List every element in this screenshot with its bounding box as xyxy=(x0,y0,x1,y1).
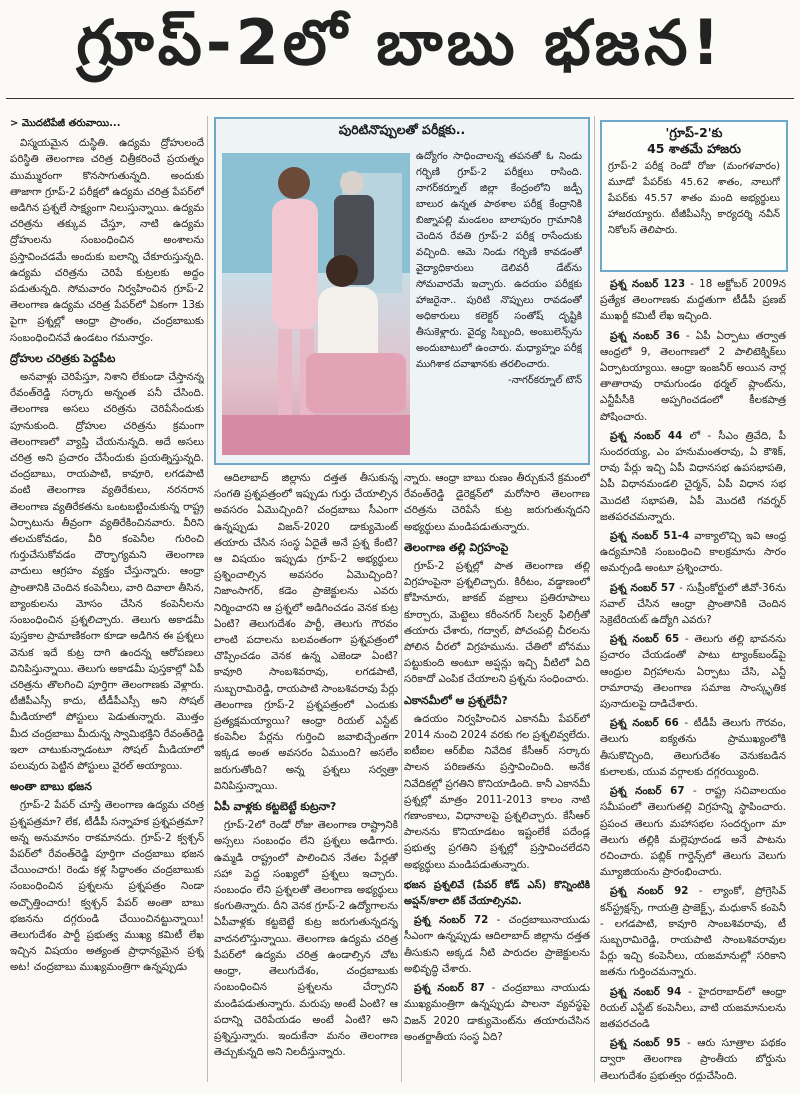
question-number: ప్రశ్న నంబర్ 72 xyxy=(414,914,489,927)
question-number: ప్రశ్న నంబర్ 65 xyxy=(610,633,680,646)
question-item xyxy=(600,783,786,880)
subheading-text: ద్రోహుల చరిత్రకు పెద్దపీట xyxy=(10,351,116,365)
question-text: - ఆరు సూత్రాల పథకం ద్వారా తెలంగాణ ప్రాంతీయ బోర్డును తెలుగుదేశం ప్రభుత్వం రద్దుచేసింది. xyxy=(600,1037,786,1082)
column-divider xyxy=(401,470,402,1082)
question-item xyxy=(600,984,786,1033)
question-number: ప్రశ్న నంబర్ 92 xyxy=(610,885,689,898)
attendance-box-body: గ్రూప్-2 పరీక్ష రెండో రోజు (మంగళవారం) మూడో పేపర్‌కు 45.62 శాతం, నాలుగో పేపర్‌కు 45.57 శాతం మంది అభ్యర్థులు హాజరయ్యారు. టీజీపీఎస్సీ కార్యదర్శి నవీన్ నికోలస్ తెలిపారు. xyxy=(608,161,780,236)
question-number: ప్రశ్న నంబర్ 95 xyxy=(610,1037,681,1050)
photo-credit: -నాగర్‌కర్నూల్ టౌన్ xyxy=(508,375,582,386)
news-photo-illustration xyxy=(222,153,410,455)
column-divider xyxy=(207,116,208,1082)
subheading xyxy=(10,779,204,795)
jump-line xyxy=(10,116,204,132)
subheading xyxy=(404,540,590,556)
paragraph: న్నారు. ఆంధ్రా బాబు రుణం తీర్చుకునే క్రమంలో రేవంత్‌రెడ్డి డైరెక్షన్‌లో మరోసారి తెలంగాణ చరిత్రను చెరిపేసే కుట్ర జరుగుతున్నదని అభ్యర్థులు మండిపడుతున్నారు. xyxy=(404,472,590,533)
headline-rule xyxy=(6,98,794,99)
jump-text: మొదటిపేజీ తరువాయి... xyxy=(21,118,121,129)
paragraph: అనవాళ్లు చెరిపేస్తూ, నిశాని లేకుండా చేస్తానన్న రేవంత్‌రెడ్డి సర్కారు అన్నంత పనీ చేసింది. తెలంగాణ అసలు చరిత్రను చెరిపేసేందుకు పూనుకుంది. ద్రోహుల చరిత్రను క్రమంగా తెలంగాణలో వ్యాప్తి చేయనున్నది. అదే అసలు చరిత్ర అని ప్రచారం చేసేందుకు ప్రయత్నిస్తున్నది. చంద్రబాబు, రాయపాటి, కావూరి, లగడపాటి వంటి తెలంగాణ వ్యతిరేకులు, నరనరాన తెలంగాణ వ్యతిరేకతను ఒంటబట్టించుకున్న రాష్ట్ర ఏర్పాటును తీవ్రంగా వ్యతిరేకించినవారు. వీరిని తలచుకోవడం, వీరి కంపెనీల గురించి గుర్తుచేసుకోవడం దౌర్భాగ్యమని తెలంగాణ వాదులు ఆగ్రహం వ్యక్తం చేస్తున్నారు. ఆంధ్రా ప్రాంతానికి చెందిన కంపెనీలు, వారి దివాలా తీసిన, బ్యాంకులను మోసం చేసిన కంపెనీలను సంబంధించిన ప్రశ్నలిచ్చారు. తెలుగు అకాడమీ పుస్తకాల ప్రామాణికంగా కూడా అడిగిన ఈ ప్రశ్నలు వెనుక ఇదే కుట్ర దాగి ఉందన్న ఆరోపణలు వినిపిస్తున్నాయి. తెలుగు అకాడమీ పుస్తకాల్లో ఏపీ చరిత్రను తొలగించి పూర్తిగా తెలంగాణకు వెళ్లారు. టీజీపీఎస్సీ కాదు, టీడీపీఎస్సీ అని సోషల్ మీడియాలో పోస్టులు పెడుతున్నారు. మొత్తం మీద చంద్రబాబు మీదున్న స్వామిభక్తిని రేవంత్‌రెడ్డి ఇలా చాటుకున్నాడంటూ సోషల్ మీడియాలో పలువురు పెట్టిన పోస్టులు వైరల్ అయ్యాయి. xyxy=(10,371,204,772)
question-text: - రాష్ట్ర సచివాలయం సమీపంలో తెలుగుతల్లి విగ్రహన్ని స్థాపించారు. ప్రపంచ తెలుగు మహాసభల సందర్భంగా మా తెలుగు తల్లికి మల్లెపూదండ అనే పాటను రచించారు. పబ్లిక్ గార్డెన్స్‌లో తెలుగు వెలుగు మ్యూజియంను ప్రారంభించారు. xyxy=(600,785,786,879)
question-item xyxy=(600,580,786,629)
attendance-box xyxy=(600,120,788,272)
question-text: - టీడీపీ తెలుగు గౌరవం, తెలుగు ఐక్యతను ప్రాముఖ్యంలోకి తీసుకొచ్చింది, తెలుగుదేశం వెనుకబడిన కులాలకు, యువ వర్గాలకు దగ్గరయ్యింది. xyxy=(600,717,786,778)
question-item xyxy=(600,715,786,780)
question-item xyxy=(600,528,786,577)
question-item xyxy=(600,328,786,425)
photo-caption-text: ఉద్యోగం సాధించాలన్న తపనతో ఓ నిండు గర్భిణి గ్రూప్-2 పరీక్షలు రాసింది. నాగర్‌కర్నూల్ జిల్లా కేంద్రంలోని జడ్పీ బాలుర ఉన్నత పాఠశాల పరీక్ష కేంద్రానికి బిజ్నాపల్లి మండలం బాలాపురం గ్రామానికి చెందిన రేవతి గ్రూప్-2 పరీక్ష రాసేందుకు వచ్చింది. ఆమె నిండు గర్భిణి కావడంతో వైద్యాధికారులు డెలివరీ డేట్‌ను సోమవారమే ఇచ్చారు. ఉదయం పరీక్షకు హాజరైనా.. పురిటి నొప్పులు రావడంతో అధికారులు కలెక్టర్ సంతోష్ దృష్టికి తీసుకెళ్లారు. వైద్య సిబ్బంది, అంబులెన్స్‌ను అందుబాటులో ఉంచారు. మధ్యాహ్నం పరీక్ష ముగిశాక దవాఖానకు తరలించారు. xyxy=(416,151,582,370)
question-text: - చంద్రబాబు నాయుడు ముఖ్యమంత్రిగా ఉన్నప్పుడు పాలనా వ్యవస్థపై విజన్ 2020 డాక్యుమెంట్‌ను తయారుచేసిన అంతర్జాతీయ సంస్థ ఏది? xyxy=(404,982,590,1043)
question-item xyxy=(404,912,590,977)
photo-box-title: పురిటినొప్పులతో పరీక్షకు.. xyxy=(338,122,466,137)
question-text: - ఏపీ ఏర్పాటు తర్వాత ఆంధ్రలో 9, తెలంగాణలో 2 పాలిటెక్నిక్‌లు ఏర్పాటయ్యాయి. ఆంధ్రా ఇంజనీర్ అయిన నార్ల తాతారావు రామగుండం థర్మల్ ప్లాంట్‌ను, ఎన్టీపీసీకి అప్పగించడంలో కీలకపాత్ర పోషించారు. xyxy=(600,329,786,423)
question-item xyxy=(600,883,786,980)
question-number: ప్రశ్న నంబర్ 36 xyxy=(610,329,680,342)
subheading-text: తెలంగాణ తల్లి విగ్రహంపై xyxy=(404,540,509,554)
photo-feature-box xyxy=(214,117,590,465)
question-number: ప్రశ్న నంబర్ 57 xyxy=(610,581,676,594)
column-4 xyxy=(600,276,786,1082)
question-number: ప్రశ్న నంబర్ 123 xyxy=(610,278,686,290)
question-number: ప్రశ్న నంబర్ 44 xyxy=(610,429,683,442)
paragraph: గ్రూప్-2 ప్రశ్నల్లో పాత తెలంగాణ తల్లి విగ్రహంపైనా ప్రశ్నలిచ్చారు. కిరీటం, వడ్డాణంలో కోహినూరు, జాకబ్ వజ్రాలు ప్రతిరూపాలు కూర్చారు, మెట్టెలు కరీంనగర్ సిల్వర్ ఫిలిగ్రీతో తయారు చేశారు, గద్వాల్, పోచంపల్లి చీరలను పోలిన చీరలో విగ్రహమును. చేతిలో బోనము పట్టుకుంది అంటూ అప్షన్లు ఇచ్చి వీటిలో ఏది సరికాదో ఎంపిక చేయాలని ప్రశ్నను సంధించారు. xyxy=(404,560,590,686)
subheading xyxy=(10,351,204,367)
main-headline: గ్రూప్-2లో బాబు భజన! xyxy=(76,6,724,79)
subheading-text: ఎకానమీలో ఆ ప్రశ్నలేవీ? xyxy=(404,693,508,707)
paragraph: గ్రూప్-2లో రెండో రోజు తెలంగాణ రాష్ట్రానికి అస్సలు సంబంధం లేని ప్రశ్నలు అడిగారు. ఉమ్మడి రాష్ట్రంలో పాలించిన నేతల పేర్లతో సహా పెద్ద సంఖ్యలో ప్రశ్నలు ఇచ్చారు. సంబంధం లేని ప్రశ్నలతో తెలంగాణ అభ్యర్థులు కంగుతిన్నారు. దీని వెనక గ్రూప్-2 ఉద్యోగాలను ఏపీవాళ్లకు కట్టబెట్టే కుట్ర జరుగుతున్నదన్న వాదనలొస్తున్నాయి. తెలంగాణ ఉద్యమ చరిత్ర పేపర్‌లో ఉద్యమ చరిత్ర ఉండాల్సిన చోట ఆంధ్రా, తెలుగుదేశం, చంద్రబాబుకు సంబంధించిన ప్రశ్నలను చేర్చారని మండిపడుతున్నారు. మరుపు అంటే ఏంటి? ఆ పదాన్ని చెరిపేయడం అంటే ఏంటి? అని ప్రశ్నిస్తున్నారు. ఇందుకేనా మనం తెలంగాణ తెచ్చుకున్నది అని నిలదీస్తున్నారు. xyxy=(214,819,398,1059)
question-item xyxy=(600,1035,786,1082)
question-text: - చంద్రబాబునాయుడు సీఎంగా ఉన్నప్పుడు ఆదిలాబాద్ జిల్లాను దత్తత తీసుకుని అక్కడ నీటి పారుదల ప్రాజెక్టులను అభివృద్ధి చేశారు. xyxy=(404,914,590,975)
attendance-box-title: 'గ్రూప్-2'కు 45 శాతమే హాజరు xyxy=(647,125,741,156)
question-text: - ల్యాంకో, ప్రోగ్రెసివ్ కన్‌స్ట్రక్షన్స్, గాయత్రి ప్రాజెక్ట్స్, మధుకాన్ కంపెనీ - లగడపాటి, కావూరి సాంబశివరావు, టీ సుబ్బరామిరెడ్డి, రాయపాటి సాంబశివరావుల పేర్లు ఇచ్చి కంపెనీలు, యజమానుల్లో సరికాని జతను గుర్తించమన్నారు. xyxy=(600,885,786,979)
question-text: లో - సీఎం త్రివేది, పీ సుందరయ్య, ఎం హనుమంతరావు, ఏ కౌశిక్, రావు పేర్లు ఇచ్చి ఏపీ విధానసభ ఉపసభాపతి, ఏపీ విధానమండలి చైర్మన్, ఏపీ విధాన సభ మొదటి సభాపతి, ఏపీ మొదటి గవర్నర్ జతపరచమన్నారు. xyxy=(600,429,786,523)
paragraph: ఉదయం నిర్వహించిన ఎకానమీ పేపర్‌లో 2014 నుంచి 2024 వరకు గల ప్రశ్నలివ్వలేదు. ఐటీఐల ఆర్‌బీఐ నివేదిక కేసీఆర్ సర్కారు పాలన పరిణతను ప్రస్తావించింది. అనేక నివేదికల్లో ప్రగతిని కొనియాడింది. కానీ ఎకానమీ ప్రశ్నల్లో మాత్రం 2011-2013 కాలం నాటి గణాంకాలు, విధానాలపై ప్రశ్నలిచ్చారు. కేసీఆర్ పాలనను కొనియాడటం ఇష్టంలేకే పదేండ్ల ప్రభుత్వ ప్రగతిని ప్రశ్నల్లో ప్రస్తావించలేదని అభ్యర్థులు మండిపడుతున్నారు. xyxy=(404,712,590,871)
question-text: వాక్యాలొచ్చి ఇవి ఆంధ్ర ఉద్యమానికి సంబంధించి కాలక్రమాను సారం అమర్చండి అంటూ ప్రశ్నించారు. xyxy=(600,530,786,575)
question-number: ప్రశ్న నంబర్ 94 xyxy=(610,985,682,998)
subheading-text: భజన ప్రశ్నలివే (పేపర్ కోడ్ ఎస్) కొన్నింటికి అప్షన్/కాలా టిక్ చేయాల్సినవి. xyxy=(404,879,590,908)
photo-caption xyxy=(416,149,582,457)
question-number: ప్రశ్న నంబర్ 51-4 xyxy=(610,530,690,543)
paragraph: గ్రూప్-2 పేపర్ చూస్తే తెలంగాణ ఉద్యమ చరిత్ర ప్రశ్నపత్రమా? లేక, టీడీపీ సన్నాహక ప్రశ్నపత్రమా? అన్న అనుమానం రాకమానదు. గ్రూప్-2 క్వశ్చన్ పేపర్‌లో రేవంత్‌రెడ్డి పూర్తిగా చంద్రబాబు భజన చేయించారు! రెండు కళ్ల సిద్ధాంతం చంద్రబాబుకు సంబంధించిన ప్రశ్నలను ప్రశ్నపత్రం నిండా అచ్చొత్తించారు! క్వశ్చన్ పేపర్ అంతా బాబు భజనను దగ్గరుండి చేయించినట్టున్నాయి! తెలుగుదేశం పార్టీ ప్రభుత్వ ముఖ్య కమిటీ లేఖ ఇచ్చిన విషయం అత్యంత ప్రాధాన్యమైన ప్రశ్న అట! చంద్రబాబు ముఖ్యమంత్రిగా ఉన్నప్పుడు xyxy=(10,799,204,974)
question-text: - తెలుగు తల్లి భావనను ప్రచారం చేయడంతో పాటు ట్యాంక్‌బండ్‌పై ఆంధ్రుల విగ్రహాలను ఏర్పాటు చేసి, ఎన్టీ రామారావు తెలంగాణ సమాజ సాంస్కృతిక పునాదులపై దాడిచేశారు. xyxy=(600,633,786,711)
subheading xyxy=(404,693,590,709)
question-item xyxy=(404,980,590,1045)
subheading xyxy=(214,799,398,815)
question-text: - 18 అక్టోబర్ 2009న ప్రత్యేక తెలంగాణకు మద్దతుగా టీడీపీ ప్రణబ్ ముఖర్జీ కమిటీ లేఖ ఇచ్చింది. xyxy=(600,278,786,323)
question-text: - సుప్రీంకోర్టులో జీవో-36ను సవాల్ చేసిన ఆంధ్రా ప్రాంతానికి చెందిన సెక్రెటేరియట్ ఉద్యోగి ఎవరు? xyxy=(600,581,786,627)
column-divider xyxy=(594,116,595,1082)
news-photo xyxy=(222,153,410,455)
column-3 xyxy=(404,470,590,1082)
question-item xyxy=(600,428,786,525)
column-1 xyxy=(10,116,204,1082)
question-item xyxy=(600,631,786,712)
question-text: - హైదరాబాద్‌లో ఆంధ్రా రియల్ ఎస్టేట్ కంపెనీలు, వాటి యజమానులను జతపరచండి xyxy=(600,985,786,1030)
column-2 xyxy=(214,470,398,1082)
chevron-right-icon: > xyxy=(10,118,22,129)
question-item xyxy=(600,276,786,325)
question-number: ప్రశ్న నంబర్ 87 xyxy=(414,982,485,995)
question-number: ప్రశ్న నంబర్ 66 xyxy=(610,717,679,730)
subheading-text: ఏపీ వాళ్లకు కట్టబెట్టే కుట్రనా? xyxy=(214,800,337,814)
paragraph: విస్మయమైన దుస్థితి. ఉద్యమ ద్రోహులందే పరిస్థితి తెలంగాణ చరిత్ర చిత్రీకరించే ప్రయత్నం ముమ్మురంగా కొనసాగుతున్నది. అందుకు తాజాగా గ్రూప్-2 పరీక్షలో ఉద్యమ చరిత్ర పేపర్‌లో అడిగిన ప్రశ్నలే సాక్ష్యంగా నిలుస్తున్నాయి. ఉద్యమ చరిత్రను తక్కువ చేస్తూ, నాటి ఉద్యమ ద్రోహులను సంబంధించిన అంశాలను ప్రస్తావించడమే అందుకు బలాన్ని చేకూరుస్తున్నది. ఉద్యమ చరిత్రను చెరిపే కుట్రలకు అద్దం పడుతున్నది. సోమవారం నిర్వహించిన గ్రూప్-2 తెలంగాణ ఉద్యమ చరిత్ర పేపర్‌లో ఏకంగా 13కు పైగా ప్రశ్నల్లో ఆంధ్రా ప్రాంతం, చంద్రబాబుకు సంబంధించినవే ఉండటం గమనార్హం. xyxy=(10,137,204,344)
subheading-text: అంతా బాబు భజన xyxy=(10,780,92,794)
paragraph: ఆదిలాబాద్ జిల్లాను దత్తత తీసుకున్న సంగతి ప్రశ్నపత్రంలో ఇప్పుడు గుర్తు చేయాల్సిన అవసరం ఏమొచ్చింది? చంద్రబాబు సీఎంగా ఉన్నప్పుడు విజన్-2020 డాక్యుమెంట్ తయారు చేసిన సంస్థ ఏదైతే అనే ప్రశ్న కేంటి? ఆ విషయం ఇప్పుడు గ్రూప్-2 అభ్యర్థులు ప్రశ్నించాల్సిన అవసరం ఏమొచ్చింది? నిజాంసాగర్, కడెం ప్రాజెక్టులను ఎవరు నిర్మించారని ఆ ప్రశ్నలో అడిగించడం వెనక కుట్ర ఏంటి? తెలుగుదేశం పార్టీ, తెలుగు గౌరవం లాంటి పదాలను బలవంతంగా ప్రశ్నపత్రంలో చొప్పించడం వెనక ఉన్న ఎజెండా ఏంటి? కావూరి సాంబశివరావు, లగడపాటి, సుబ్బరామిరెడ్డి, రాయపాటి సాంబశివరావు పేర్లు తెలంగాణ గ్రూప్-2 ప్రశ్నపత్రంలో ఎందుకు ప్రత్యక్షమయ్యాయి? ఆంధ్రా రియల్ ఎస్టేట్ కంపెనీల పేర్లను గుర్తించి జవాబిచ్చేంతగా ఇక్కడ అంత అవసరం ఏముంది? అసలేం జరుగుతోంది? అన్న ప్రశ్నలు సర్వత్రా వినిపిస్తున్నాయి. xyxy=(214,472,398,792)
question-number: ప్రశ్న నంబర్ 67 xyxy=(610,785,685,798)
subheading xyxy=(404,878,590,910)
